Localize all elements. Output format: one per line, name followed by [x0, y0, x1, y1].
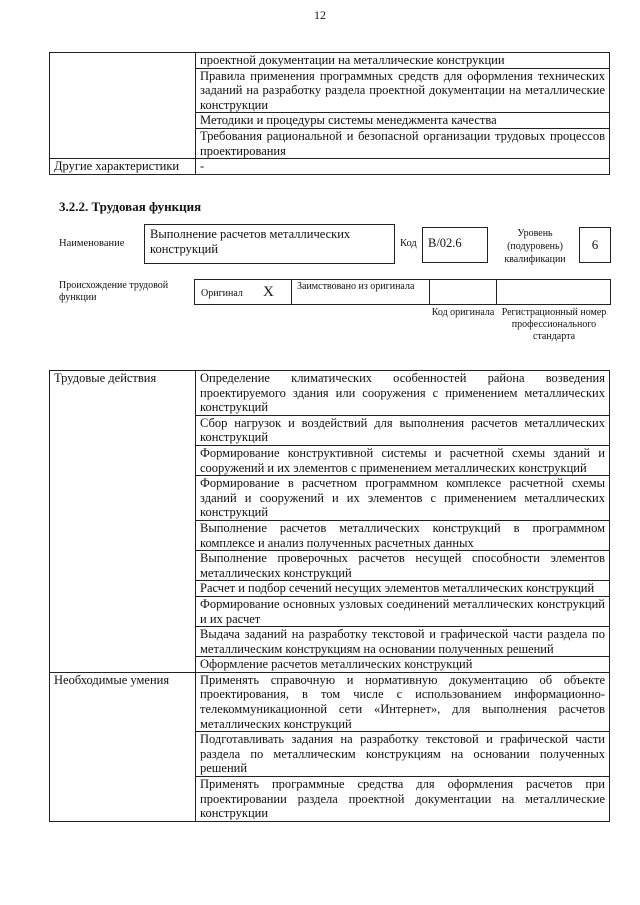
level-value: 6: [591, 237, 599, 252]
row-label-skills: Необходимые умения: [50, 672, 196, 821]
level-label: Уровень (подуровень) квалификации: [504, 228, 566, 265]
table-cell: проектной документации на металлические конструкции: [196, 53, 610, 69]
skill-item: Применять справочную и нормативную документацию об объекте проектирования, в том числе с использованием информационно-телекоммуникационной сети «Интернет», для выполнения расчетов металлических конструкций: [196, 672, 610, 731]
original-cell: [194, 279, 292, 305]
competency-table-continuation: [49, 52, 610, 175]
labor-action-item: Формирование основных узловых соединений металлических конструкций и их расчет: [196, 596, 610, 626]
function-name: Выполнение расчетов металлических конструкций: [150, 227, 351, 256]
borrowed-cell: [291, 279, 430, 305]
labor-function-table: [49, 370, 610, 822]
origin-reg-caption: Регистрационный номер профессионального стандарта: [501, 307, 607, 342]
table-row: [50, 53, 610, 69]
labor-action-item: Определение климатических особенностей района возведения проектируемого здания или сооружения с применением металлических конструкций: [196, 371, 610, 416]
original-mark: X: [263, 284, 274, 300]
labor-action-item: Расчет и подбор сечений несущих элементов металлических конструкций: [196, 581, 610, 597]
skill-item: Подготавливать задания на разработку текстовой и графической части раздела по металлическим конструкциям на основании полученных решений: [196, 732, 610, 777]
labor-action-item: Формирование конструктивной системы и расчетной схемы зданий и сооружений и их элементов с применением металлических конструкций: [196, 445, 610, 475]
function-name-box: [144, 224, 395, 264]
table-row: [50, 371, 610, 416]
labor-action-item: Формирование в расчетном программном комплексе расчетной схемы зданий и сооружений и их элементов с применением металлических конструкций: [196, 476, 610, 521]
origin-code-caption: Код оригинала: [431, 307, 495, 318]
table-row: [50, 159, 610, 175]
function-code: В/02.6: [428, 236, 462, 250]
code-box: [422, 227, 488, 263]
labor-action-item: Сбор нагрузок и воздействий для выполнения расчетов металлических конструкций: [196, 415, 610, 445]
labor-action-item: Оформление расчетов металлических конструкций: [196, 657, 610, 673]
section-heading: 3.2.2. Трудовая функция: [59, 199, 202, 214]
table-cell: Правила применения программных средств для оформления технических заданий на разработку раздела проектной документации на металлические конструкции: [196, 68, 610, 113]
code-label: Код: [400, 238, 417, 249]
table-row: [50, 672, 610, 731]
labor-action-item: Выдача заданий на разработку текстовой и графической части раздела по металлическим конструкциям на основании полученных решений: [196, 627, 610, 657]
row-label-labor-actions: Трудовые действия: [50, 371, 196, 673]
origin-code-cell: [429, 279, 497, 305]
level-box: [579, 227, 611, 263]
skill-item: Применять программные средства для оформления расчетов при проектировании раздела проектной документации на металлические конструкции: [196, 777, 610, 822]
row-label: [50, 53, 196, 159]
borrowed-label: Заимствовано из оригинала: [297, 281, 415, 292]
table-cell: Методики и процедуры системы менеджмента качества: [196, 113, 610, 129]
labor-action-item: Выполнение проверочных расчетов несущей способности элементов металлических конструкций: [196, 551, 610, 581]
name-label: Наименование: [59, 238, 125, 249]
table-cell: -: [196, 159, 610, 175]
page-number: 12: [314, 8, 326, 22]
origin-reg-cell: [496, 279, 611, 305]
labor-action-item: Выполнение расчетов металлических конструкций в программном комплексе и анализ полученных расчетных данных: [196, 520, 610, 550]
table-cell: Требования рациональной и безопасной организации трудовых процессов проектирования: [196, 128, 610, 158]
origin-label: Происхождение трудовой функции: [59, 280, 169, 303]
row-label: Другие характеристики: [50, 159, 196, 175]
original-label: Оригинал: [201, 288, 243, 299]
